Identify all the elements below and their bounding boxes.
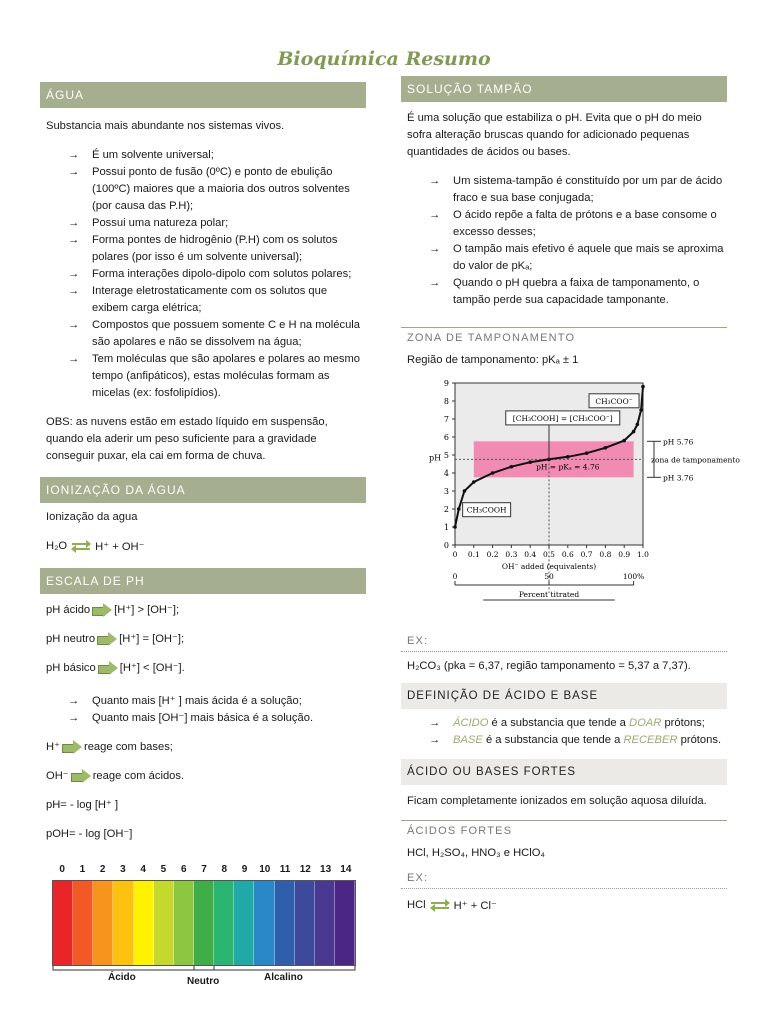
- list-item: → Forma pontes de hidrogênio (P.H) com os solutos polares (por isso é um solvente universal);: [68, 234, 338, 263]
- arrow-icon: →: [68, 695, 80, 707]
- y-tick-label: 8: [443, 397, 449, 406]
- arrow-icon: →: [68, 712, 80, 724]
- ph-scale-bar: [73, 881, 93, 965]
- data-point: [585, 451, 589, 455]
- x-tick-label: 0.3: [505, 550, 518, 559]
- ph-scale-number: 10: [259, 864, 271, 875]
- percent-tick-label: 50: [544, 572, 554, 581]
- data-point: [463, 489, 467, 493]
- ph-label-acido: Ácido: [108, 972, 136, 983]
- list-item: → Um sistema-tampão é constituído por um par de ácido fraco e sua base conjugada;: [429, 175, 723, 204]
- y-tick-label: 6: [443, 433, 449, 442]
- ph-basico-row: pH básico [H⁺] < [OH⁻].: [46, 662, 185, 674]
- list-item: → Quanto mais [OH⁻] mais básica é a solução.: [68, 710, 366, 727]
- arrow-icon: →: [68, 217, 80, 229]
- data-point: [636, 423, 640, 427]
- list-item: → Possui uma natureza polar;: [68, 215, 366, 232]
- data-point: [491, 471, 495, 475]
- x-tick-label: 0.9: [618, 550, 631, 559]
- list-item: → Quando o pH quebra a faixa de tamponamento, o tampão perde sua capacidade tamponante.: [429, 277, 700, 306]
- y-tick-label: 2: [443, 505, 449, 514]
- ph-scale-bar: [53, 881, 73, 965]
- list-item: → O ácido repõe a falta de prótons e a base consome o excesso desses;: [429, 209, 717, 238]
- green-arrow-icon: [62, 740, 82, 754]
- arrow-icon: →: [68, 166, 80, 178]
- escala-list: [40, 693, 366, 727]
- section-header-zona: ZONA DE TAMPONAMENTO: [401, 327, 727, 348]
- acidos-fortes-text: HCl, H₂SO₄, HNO₃ e HClO₄: [407, 847, 545, 859]
- list-item: → Interage eletrostaticamente com os solutos que exibem carga elétrica;: [68, 285, 328, 314]
- arrow-icon: →: [429, 243, 441, 255]
- percent-tick-label: 100%: [622, 572, 645, 581]
- ph-scale-number: 3: [120, 864, 126, 875]
- ph-scale-bar: [335, 881, 355, 965]
- x-tick-label: 0.8: [599, 550, 612, 559]
- data-point: [604, 446, 608, 450]
- list-item: → Forma interações dipolo-dipolo com solutos polares;: [68, 266, 366, 283]
- arrow-icon: →: [429, 277, 441, 289]
- section-header-ex1: EX:: [401, 633, 727, 652]
- y-tick-label: 7: [443, 415, 449, 424]
- green-arrow-icon: [71, 769, 91, 783]
- annotation-upper: pH 5.76: [663, 437, 694, 447]
- arrow-icon: →: [429, 175, 441, 187]
- ph-scale-number: 2: [99, 864, 106, 875]
- list-item: → BASE é a substancia que tende a RECEBER prótons.: [429, 732, 727, 749]
- y-axis-label: pH: [429, 453, 442, 463]
- agua-obs: OBS: as nuvens estão em estado líquido em suspensão, quando ela aderir um peso suficiente para a gravidade conseguir puxar, ela cai em forma de chuva.: [46, 416, 328, 462]
- ph-scale-number: 0: [59, 864, 65, 875]
- ph-label-alcalino: Alcalino: [264, 972, 303, 983]
- ph-scale-number: 5: [160, 864, 167, 875]
- poh-formula: pOH= - log [OH⁻]: [46, 828, 133, 840]
- y-tick-label: 5: [443, 451, 449, 460]
- ph-formula: pH= - log [H⁺ ]: [46, 799, 119, 811]
- ohminus-row: OH⁻ reage com ácidos.: [46, 770, 185, 782]
- ph-scale-bar: [295, 881, 315, 965]
- section-header-tampao: SOLUÇÃO TAMPÃO: [401, 76, 727, 102]
- section-header-acidos-fortes: ÁCIDOS FORTES: [401, 820, 727, 841]
- ph-scale-bar: [93, 881, 113, 965]
- section-header-ex2: EX:: [401, 870, 727, 889]
- y-tick-label: 4: [443, 469, 449, 478]
- hplus-row: H⁺ reage com bases;: [46, 741, 173, 753]
- list-item: → Tem moléculas que são apolares e polares ao mesmo tempo (anfipáticos), estas moléculas formam as micelas (ex: fosfolipídios).: [68, 353, 361, 399]
- list-item: → ÁCIDO é a substancia que tende a DOAR prótons;: [429, 715, 727, 732]
- data-point: [641, 385, 645, 389]
- y-tick-label: 3: [443, 487, 449, 496]
- ph-scale-bar: [254, 881, 274, 965]
- annotation-base: CH₃COO⁻: [595, 396, 633, 406]
- green-arrow-icon: [97, 632, 117, 646]
- data-point: [566, 455, 570, 459]
- ph-scale-number: 12: [299, 864, 311, 875]
- arrow-icon: →: [68, 234, 80, 246]
- ph-scale-number: 7: [201, 864, 207, 875]
- equilibrium-arrow-icon: [430, 898, 450, 912]
- data-point: [639, 408, 643, 412]
- ph-scale-bar: [134, 881, 154, 965]
- x-tick-label: 0.1: [467, 550, 480, 559]
- data-point: [528, 460, 532, 464]
- annotation-pka: pH = pKₐ = 4.76: [536, 462, 600, 472]
- tampao-list: [401, 173, 727, 309]
- ph-scale-bars: [52, 880, 356, 966]
- ex1-text: H₂CO₃ (pka = 6,37, região tamponamento = 5,37 a 7,37).: [407, 660, 691, 672]
- y-tick-label: 0: [443, 541, 449, 550]
- list-item: → Compostos que possuem somente C e H na molécula são apolares e não se dissolvem na água;: [68, 319, 361, 348]
- x-tick-label: 0.6: [561, 550, 574, 559]
- section-header-fortes: ÁCIDO OU BASES FORTES: [401, 759, 727, 785]
- x-tick-label: 0.2: [486, 550, 499, 559]
- x-tick-label: 0.4: [524, 550, 537, 559]
- fortes-text: Ficam completamente ionizados em solução aquosa diluída.: [407, 795, 707, 807]
- list-item: → Quanto mais [H⁺ ] mais ácida é a solução;: [68, 693, 366, 710]
- ph-scale-number: 9: [241, 864, 248, 875]
- section-header-escala: ESCALA DE PH: [40, 568, 366, 594]
- arrow-icon: →: [429, 734, 441, 746]
- right-column: [401, 76, 740, 915]
- ph-scale-bar: [154, 881, 174, 965]
- y-tick-label: 1: [443, 523, 449, 532]
- ph-scale-bar: [234, 881, 254, 965]
- definicao-list: [401, 715, 727, 749]
- list-item: → É um solvente universal;: [68, 147, 366, 164]
- ex2-equation: HCl H⁺ + Cl⁻: [407, 899, 497, 912]
- data-point: [632, 430, 636, 434]
- ph-neutro-row: pH neutro [H⁺] = [OH⁻];: [46, 633, 185, 645]
- annotation-lower: pH 3.76: [663, 473, 694, 483]
- ph-scale-number: 14: [340, 864, 352, 875]
- percent-tick-label: 0: [452, 572, 458, 581]
- ph-scale-number: 8: [221, 864, 228, 875]
- x-tick-label: 0.5: [543, 550, 555, 559]
- zona-text: Região de tamponamento: pKₐ ± 1: [407, 354, 579, 366]
- ionizacao-equation: H₂O H⁺ + OH⁻: [46, 540, 145, 553]
- ph-scale: [52, 864, 356, 987]
- x-tick-label: 0.7: [580, 550, 593, 559]
- green-arrow-icon: [92, 603, 112, 617]
- ph-scale-numbers: [52, 864, 356, 880]
- annotation-acid: CH₃COOH: [466, 505, 507, 515]
- ph-scale-number: 4: [140, 864, 146, 875]
- y-tick-label: 9: [443, 379, 449, 388]
- data-point: [472, 480, 476, 484]
- ph-scale-bar: [194, 881, 214, 965]
- left-column: [40, 76, 366, 987]
- equilibrium-arrow-icon: [71, 539, 91, 553]
- arrow-icon: →: [429, 717, 441, 729]
- tampao-intro: É uma solução que estabiliza o pH. Evita que o pH do meio sofra alteração bruscas quando for adicionado pequenas quantidades de ácidos ou bases.: [407, 112, 702, 158]
- agua-intro: Substancia mais abundante nos sistemas vivos.: [46, 120, 285, 132]
- section-header-ionizacao: IONIZAÇÃO DA ÁGUA: [40, 477, 366, 503]
- list-item: → O tampão mais efetivo é aquele que mais se aproxima do valor de pKₐ;: [429, 243, 724, 272]
- x-tick-label: 1.0: [637, 550, 649, 559]
- ph-scale-number: 1: [79, 864, 86, 875]
- annotation-equal: [CH₃COOH] = [CH₃COO⁻]: [512, 413, 613, 423]
- ph-scale-bar: [275, 881, 295, 965]
- ionizacao-text: Ionização da agua: [46, 511, 138, 523]
- arrow-icon: →: [68, 285, 80, 297]
- arrow-icon: →: [429, 209, 441, 221]
- ph-scale-bar: [174, 881, 194, 965]
- percent-axis-label: Percent titrated: [518, 590, 580, 599]
- ph-label-neutro: Neutro: [187, 976, 220, 987]
- data-point: [622, 439, 626, 443]
- section-header-agua: ÁGUA: [40, 82, 366, 108]
- ph-acido-row: pH ácido [H⁺] > [OH⁻];: [46, 604, 180, 616]
- agua-list: [40, 147, 366, 402]
- arrow-icon: →: [68, 149, 80, 161]
- ph-scale-number: 13: [320, 864, 332, 875]
- x-tick-label: 0: [452, 550, 458, 559]
- section-header-definicao: DEFINIÇÃO DE ÁCIDO E BASE: [401, 683, 727, 709]
- data-point: [510, 465, 514, 469]
- arrow-icon: →: [68, 268, 80, 280]
- ph-scale-number: 11: [279, 864, 291, 875]
- data-point: [457, 507, 461, 511]
- x-axis-label: OH⁻ added (equivalents): [501, 562, 597, 571]
- ph-scale-bar: [214, 881, 234, 965]
- arrow-icon: →: [68, 353, 80, 365]
- ph-scale-bar: [315, 881, 335, 965]
- ph-scale-bar: [113, 881, 133, 965]
- data-point: [453, 525, 457, 529]
- ph-scale-number: 6: [180, 864, 187, 875]
- list-item: → Possui ponto de fusão (0ºC) e ponto de ebulição (100ºC) maiores que a maioria dos outros solventes (por causa das P.H);: [68, 166, 350, 212]
- arrow-icon: →: [68, 319, 80, 331]
- green-arrow-icon: [98, 661, 118, 675]
- page-title: Bioquímica Resumo: [277, 48, 491, 70]
- annotation-zone: zona de tamponamento: [651, 455, 740, 465]
- titration-chart: [401, 373, 740, 623]
